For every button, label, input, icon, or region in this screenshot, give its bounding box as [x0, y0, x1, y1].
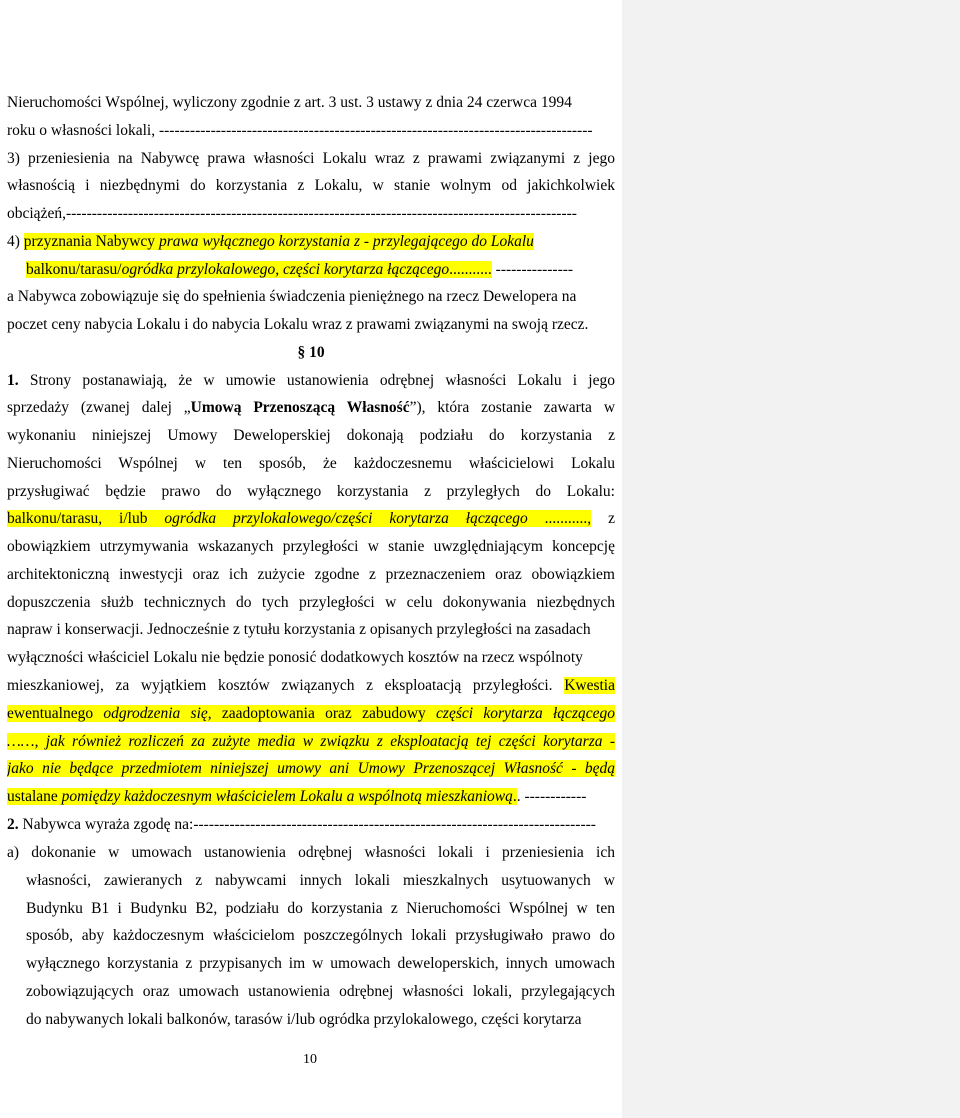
text-line [26, 953, 615, 975]
text-run: wyłącznego korzystania z przypisanych im w umowach deweloperskich, innych umowach [26, 955, 615, 972]
text-run: Budynku B1 i Budynku B2, podziału do korzystania z Nieruchomości Wspólnej w ten [26, 900, 615, 917]
text-line [7, 314, 615, 336]
text-run: . ------------ [516, 788, 587, 805]
text-line [7, 92, 615, 114]
text-line [7, 731, 615, 753]
text-line [26, 898, 615, 920]
highlighted-text: ogródka przylokalowego/części korytarza łączącego [164, 510, 528, 527]
text-run: Umową Przenoszącą Własność [190, 399, 410, 416]
text-line [26, 1009, 615, 1031]
text-line [7, 481, 615, 503]
text-line [7, 675, 615, 697]
text-run: roku o własności lokali, ------------------------------------------------------------------------------------ [7, 122, 593, 139]
text-line [7, 453, 615, 475]
text-line [7, 647, 615, 669]
text-run: zobowiązujących oraz umowach ustanowienia odrębnej własności lokali, przylegających [26, 983, 615, 1000]
text-line [7, 425, 615, 447]
text-run: przysługiwać będzie prawo do wyłącznego korzystania z przyległych do Lokalu: [7, 483, 615, 500]
text-line [7, 508, 615, 530]
text-run: a) dokonanie w umowach ustanowienia odrębnej własności lokali i przeniesienia ich [7, 844, 615, 861]
text-line [7, 203, 615, 225]
highlighted-text: odgrodzenia się, [103, 705, 212, 722]
text-run: własności, zawieranych z nabywcami innych lokali mieszkalnych usytuowanych w [26, 872, 615, 889]
text-run: obciążeń,--------------------------------------------------------------------------------------------------- [7, 205, 577, 222]
text-run: wykonaniu niniejszej Umowy Deweloperskiej dokonają podziału do korzystania z [7, 427, 615, 444]
highlighted-text: balkonu/tarasu/ [26, 261, 122, 278]
highlighted-text: ewentualnego [7, 705, 104, 722]
text-line [7, 148, 615, 170]
highlighted-text: . [512, 788, 517, 805]
text-line [7, 814, 615, 836]
text-run: poczet ceny nabycia Lokalu i do nabycia Lokalu wraz z prawami związanymi na swoją rzecz. [7, 316, 589, 333]
highlighted-text: ........... [449, 261, 492, 278]
highlighted-text: Kwestia [564, 677, 615, 694]
text-run: mieszkaniowej, za wyjątkiem kosztów związanych z eksploatacją przyległości. [7, 677, 565, 694]
text-run: wyłączności właściciel Lokalu nie będzie ponosić dodatkowych kosztów na rzecz wspólnoty [7, 649, 583, 666]
text-line [7, 397, 615, 419]
highlighted-text: przyznania Nabywcy [23, 233, 159, 250]
text-line [7, 758, 615, 780]
highlighted-text: ..........., [527, 510, 592, 527]
text-run: architektoniczną inwestycji oraz ich zużycie zgodne z przeznaczeniem oraz obowiązkiem [7, 566, 615, 583]
text-run: 2. [7, 816, 19, 833]
text-run: sposób, aby każdoczesnym właścicielom poszczególnych lokali przysługiwało prawo do [26, 927, 615, 944]
text-run: sprzedaży (zwanej dalej „ [7, 399, 191, 416]
highlighted-text: pomiędzy każdoczesnym właścicielem Lokalu a wspólnotą mieszkaniową [61, 788, 513, 805]
highlighted-text: ogródka przylokalowego, części korytarza łączącego [121, 261, 450, 278]
highlighted-text: jako nie będące przedmiotem niniejszej umowy ani Umowy Przenoszącej Własność - będą [7, 760, 615, 777]
text-line [7, 120, 615, 142]
text-run: 3) przeniesienia na Nabywcę prawa własności Lokalu wraz z prawami związanymi z jego [7, 150, 615, 167]
text-run: --------------- [491, 261, 574, 278]
text-line [7, 231, 615, 253]
text-line [7, 286, 615, 308]
text-run: do nabywanych lokali balkonów, tarasów i/lub ogródka przylokalowego, części korytarza [26, 1011, 582, 1028]
text-run: Nieruchomości Wspólnej, wyliczony zgodnie z art. 3 ust. 3 ustawy z dnia 24 czerwca 1994 [7, 94, 572, 111]
highlighted-text: balkonu/tarasu, i/lub [7, 510, 165, 527]
text-run: Strony postanawiają, że w umowie ustanowienia odrębnej własności Lokalu i jego [18, 372, 615, 389]
text-run: 1. [7, 372, 19, 389]
text-run: obowiązkiem utrzymywania wskazanych przyległości w stanie uwzględniającym koncepcję [7, 538, 615, 555]
text-line [26, 925, 615, 947]
text-run: ”), która zostanie zawarta w [409, 399, 615, 416]
text-line [7, 342, 615, 364]
text-line [7, 619, 615, 641]
text-line [26, 259, 615, 281]
text-line [26, 870, 615, 892]
page-number: 10 [303, 1052, 317, 1067]
text-run: napraw i konserwacji. Jednocześnie z tytułu korzystania z opisanych przyległości na zasadach [7, 621, 591, 638]
text-run: 4) [7, 233, 24, 250]
text-run: dopuszczenia służb technicznych do tych przyległości w celu dokonywania niezbędnych [7, 594, 615, 611]
text-line [26, 981, 615, 1003]
text-line [7, 564, 615, 586]
text-run: własnością i niezbędnymi do korzystania z Lokalu, w stanie wolnym od jakichkolwiek [7, 177, 615, 194]
highlighted-text: ……, jak również rozliczeń za zużyte media w związku z eksploatacją tej części korytarza - [7, 733, 615, 750]
highlighted-text: części korytarza łączącego [436, 705, 615, 722]
text-line [7, 175, 615, 197]
text-line [7, 842, 615, 864]
text-line [7, 703, 615, 725]
comment-margin-pane [622, 0, 960, 1118]
text-line [7, 592, 615, 614]
text-line [7, 370, 615, 392]
text-run: z [591, 510, 615, 527]
highlighted-text: prawa wyłącznego korzystania z - przylegającego do Lokalu [158, 233, 534, 250]
text-line [7, 536, 615, 558]
text-run: Nabywca wyraża zgodę na:------------------------------------------------------------------------------ [18, 816, 596, 833]
text-line [7, 786, 615, 808]
highlighted-text: ustalane [7, 788, 62, 805]
highlighted-text: zaadoptowania oraz zabudowy [211, 705, 437, 722]
text-run: Nieruchomości Wspólnej w ten sposób, że każdoczesnemu właścicielowi Lokalu [7, 455, 615, 472]
text-run: a Nabywca zobowiązuje się do spełnienia świadczenia pieniężnego na rzecz Dewelopera na [7, 288, 577, 305]
text-run: § 10 [297, 344, 325, 361]
